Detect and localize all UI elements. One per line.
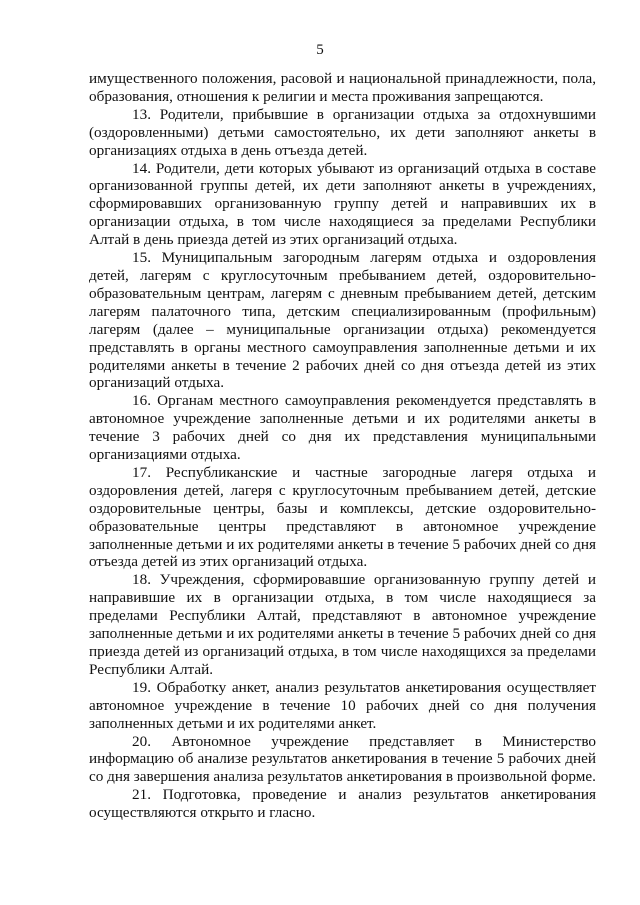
- paragraph-19: 19. Обработку анкет, анализ результатов анкетирования осуществляет автономное учреждение в течение 10 рабочих дней со дня получения заполненных детьми и их родителями анкет.: [89, 678, 596, 732]
- paragraph-16: 16. Органам местного самоуправления рекомендуется представлять в автономное учреждение заполненные детьми и их родителями анкеты в течение 3 рабочих дней со дня их представления муниципальными организациями отдыха.: [89, 392, 596, 464]
- paragraph-20: 20. Автономное учреждение представляет в Министерство информацию об анализе результатов анкетирования в течение 5 рабочих дней со дня завершения анализа результатов анкетирования в произвольной форме.: [89, 732, 596, 786]
- paragraph-14: 14. Родители, дети которых убывают из организаций отдыха в составе организованной группы детей, их дети заполняют анкеты в учреждениях, сформировавших организованную группу детей и направивших их в организации отдыха, в том числе находящиеся за пределами Республики Алтай в день приезда детей из этих организаций отдыха.: [89, 159, 596, 249]
- paragraph-21: 21. Подготовка, проведение и анализ результатов анкетирования осуществляются открыто и гласно.: [89, 786, 596, 822]
- paragraph-18: 18. Учреждения, сформировавшие организованную группу детей и направившие их в организации отдыха, в том числе находящиеся за пределами Республики Алтай, представляют в автономное учреждение заполненные детьми и их родителями анкеты в течение 5 рабочих дней со дня приезда детей из организаций отдыха, в том числе находящихся за пределами Республики Алтай.: [89, 571, 596, 678]
- paragraph-15: 15. Муниципальным загородным лагерям отдыха и оздоровления детей, лагерям с круглосуточным пребыванием детей, оздоровительно-образовательным центрам, лагерям с дневным пребыванием детей, детским лагерям палаточного типа, детским специализированным (профильным) лагерям (далее – муниципальные организации отдыха) рекомендуется представлять в органы местного самоуправления заполненные детьми и их родителями анкеты в течение 2 рабочих дней со дня отъезда детей из этих организаций отдыха.: [89, 249, 596, 392]
- document-body: [89, 70, 596, 822]
- paragraph-13: 13. Родители, прибывшие в организации отдыха за отдохнувшими (оздоровленными) детьми самостоятельно, их дети заполняют анкеты в организациях отдыха в день отъезда детей.: [89, 105, 596, 159]
- page-number: 5: [316, 42, 324, 58]
- paragraph-17: 17. Республиканские и частные загородные лагеря отдыха и оздоровления детей, лагеря с круглосуточным пребыванием детей, детские оздоровительные центры, базы и комплексы, детские оздоровительно-образовательные центры представляют в автономное учреждение заполненные детьми и их родителями анкеты в течение 5 рабочих дней со дня отъезда детей из этих организаций отдыха.: [89, 463, 596, 571]
- paragraph-continuation: имущественного положения, расовой и национальной принадлежности, пола, образования, отношения к религии и места проживания запрещаются.: [89, 70, 596, 105]
